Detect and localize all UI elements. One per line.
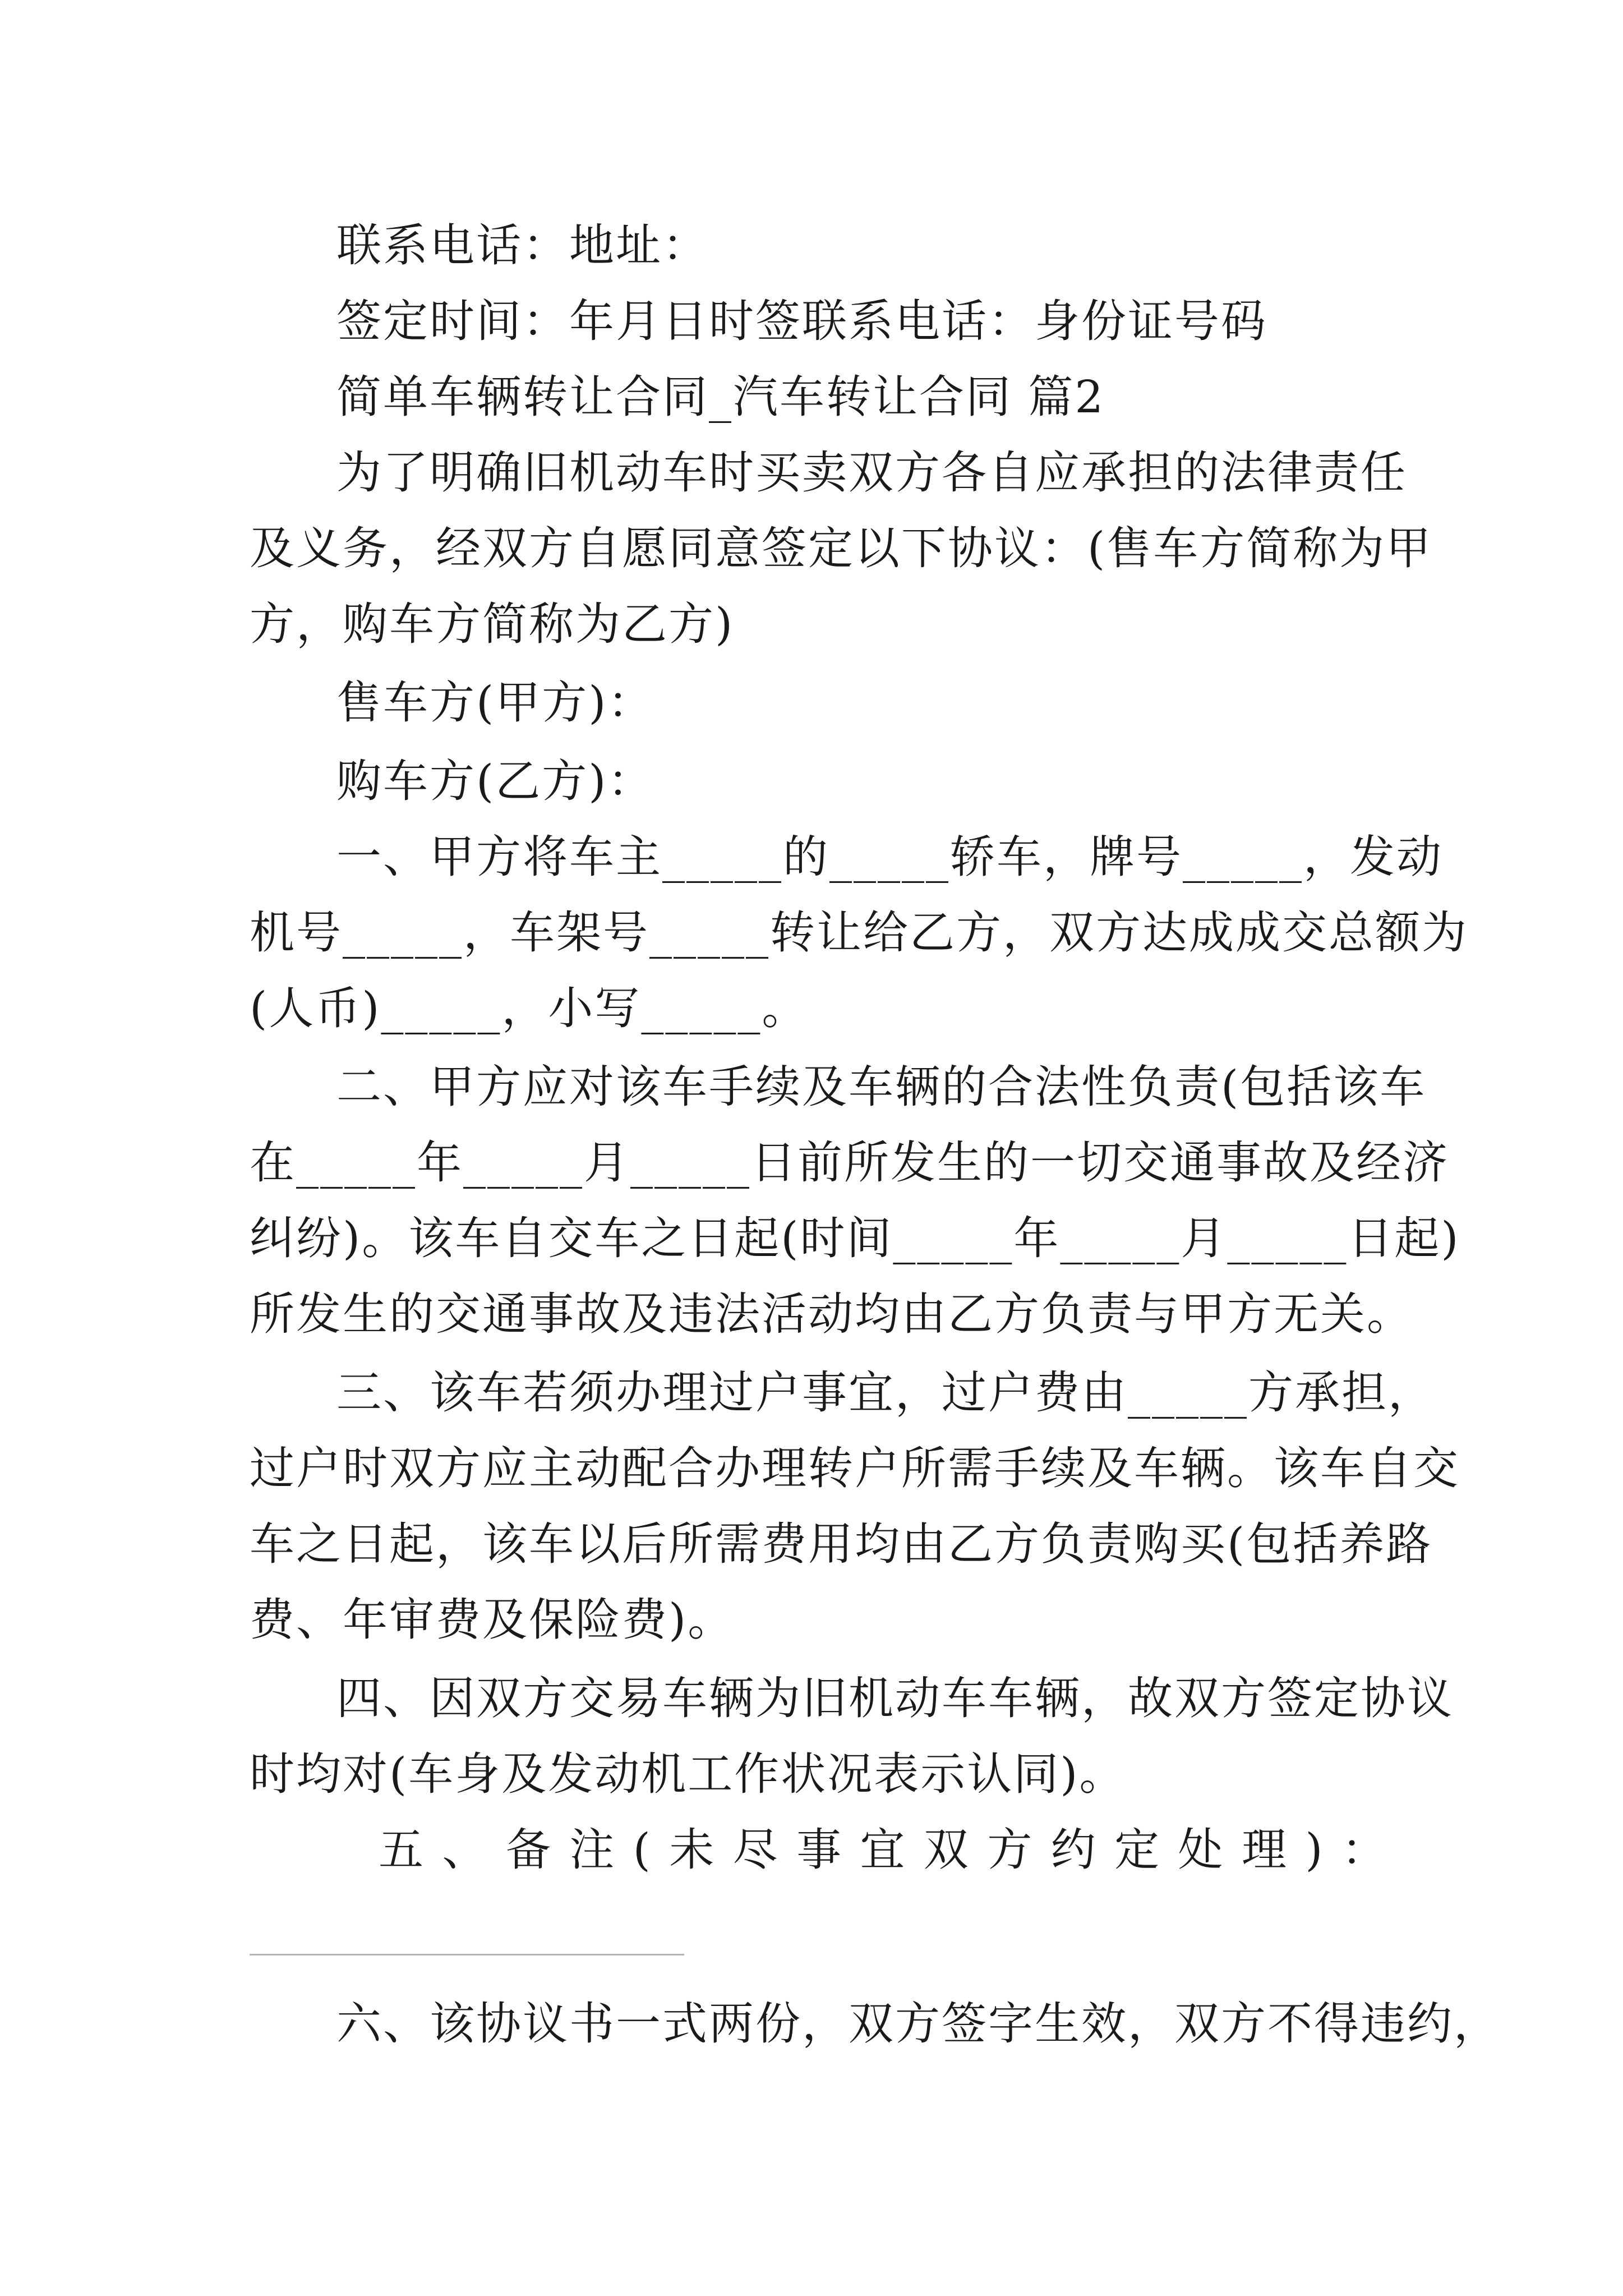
horizontal-rule [250,1954,684,1955]
clause-2-line-4: 所发生的交通事故及违法活动均由乙方负责与甲方无关。 [250,1288,1413,1340]
clause-3-line-3: 车之日起，该车以后所需费用均由乙方负责购买(包括养路 [250,1518,1433,1570]
clause-1-line-2: 机号_____，车架号_____转让给乙方，双方达成成交总额为 [250,907,1468,959]
intro-paragraph-line-3: 方，购车方简称为乙方) [250,598,735,650]
clause-1-line-3: (人币)_____，小写_____。 [250,982,809,1034]
clause-3-line-1: 三、该车若须办理过户事宜，过户费由_____方承担， [336,1366,1435,1419]
intro-paragraph-line-1: 为了明确旧机动车时买卖双方各自应承担的法律责任 [336,447,1407,499]
clause-6-line-1: 六、该协议书一式两份，双方签字生效，双方不得违约， [336,1998,1500,2050]
clause-3-line-4: 费、年审费及保险费)。 [250,1594,735,1646]
intro-paragraph-line-2: 及义务，经双方自愿同意签定以下协议：(售车方简称为甲 [250,522,1433,574]
contact-address-line: 联系电话：地址： [336,219,709,272]
clause-2-line-2: 在_____年_____月_____日前所发生的一切交通事故及经济 [250,1137,1449,1189]
clause-2-line-3: 纠纷)。该车自交车之日起(时间_____年_____月_____日起) [250,1212,1460,1264]
buyer-line: 购车方(乙方)： [336,755,654,807]
seller-line: 售车方(甲方)： [336,677,654,729]
clause-3-line-2: 过户时双方应主动配合办理转户所需手续及车辆。该车自交 [250,1442,1460,1494]
clause-1-line-1: 一、甲方将车主_____的_____轿车，牌号_____，发动 [336,831,1443,883]
section-heading: 简单车辆转让合同_汽车转让合同 篇2 [336,371,1105,423]
clause-4-line-1: 四、因双方交易车辆为旧机动车车辆，故双方签定协议 [336,1672,1454,1724]
clause-2-line-1: 二、甲方应对该车手续及车辆的合法性负责(包括该车 [336,1061,1427,1113]
signing-time-line: 签定时间：年月日时签联系电话：身份证号码 [336,295,1267,347]
clause-5-line: 五、备注(未尽事宜双方约定处理)： [379,1824,1388,1876]
clause-4-line-2: 时均对(车身及发动机工作状况表示认同)。 [250,1748,1126,1800]
